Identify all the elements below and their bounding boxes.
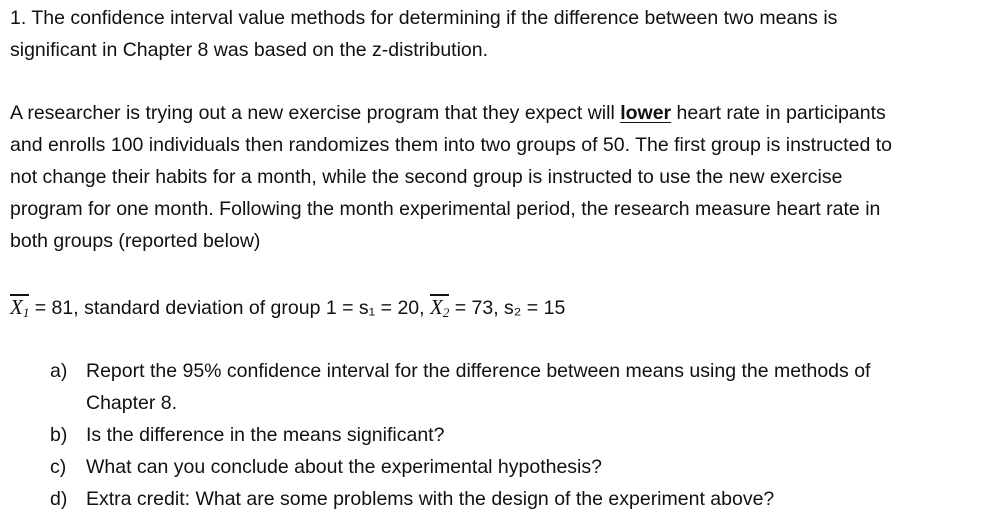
item-c-text: What can you conclude about the experimental hypothesis? (86, 456, 602, 478)
question-line-2: significant in Chapter 8 was based on the z-distribution. (10, 39, 489, 61)
item-b-text: Is the difference in the means significant? (86, 424, 445, 446)
list-item-c (50, 451, 950, 483)
item-d-text: Extra credit: What are some problems with the design of the experiment above? (86, 488, 775, 510)
item-b-label: b) (50, 424, 68, 446)
question-line-1: 1. The confidence interval value methods for determining if the difference between two means is (10, 7, 838, 29)
scenario-line-2: and enrolls 100 individuals then randomizes them into two groups of 50. The first group is instructed to (10, 134, 892, 156)
list-item-d (50, 483, 950, 515)
item-a-label: a) (50, 360, 68, 382)
item-a-text: Report the 95% confidence interval for the difference between means using the methods of (86, 360, 871, 382)
scenario-line-5: both groups (reported below) (10, 230, 261, 252)
scenario-emphasis-lower: lower (620, 102, 672, 124)
scenario-line-4: program for one month. Following the month experimental period, the research measure heart rate in (10, 198, 881, 220)
scenario-line-3: not change their habits for a month, while the second group is instructed to use the new exercise (10, 166, 843, 188)
stats-line (10, 291, 565, 323)
stats-group1-text: = 81, standard deviation of group 1 = s₁ = 20, (29, 297, 430, 319)
stats-group2-text: = 73, s₂ = 15 (449, 297, 566, 319)
list-item-a (50, 355, 950, 387)
item-d-label: d) (50, 488, 68, 510)
item-c-label: c) (50, 456, 67, 478)
scenario-line-1-pre: A researcher is trying out a new exercise program that they expect will (10, 102, 621, 124)
x2-bar-symbol: $X_2$ (429, 295, 450, 320)
scenario-line-1-post: heart rate in participants (671, 102, 886, 124)
scenario-line-1 (10, 97, 886, 129)
item-a-text-2: Chapter 8. (86, 392, 178, 414)
x1-bar-symbol: $X_1$ (10, 295, 30, 320)
list-item-b (50, 419, 950, 451)
list-item-a-continued (50, 387, 950, 419)
